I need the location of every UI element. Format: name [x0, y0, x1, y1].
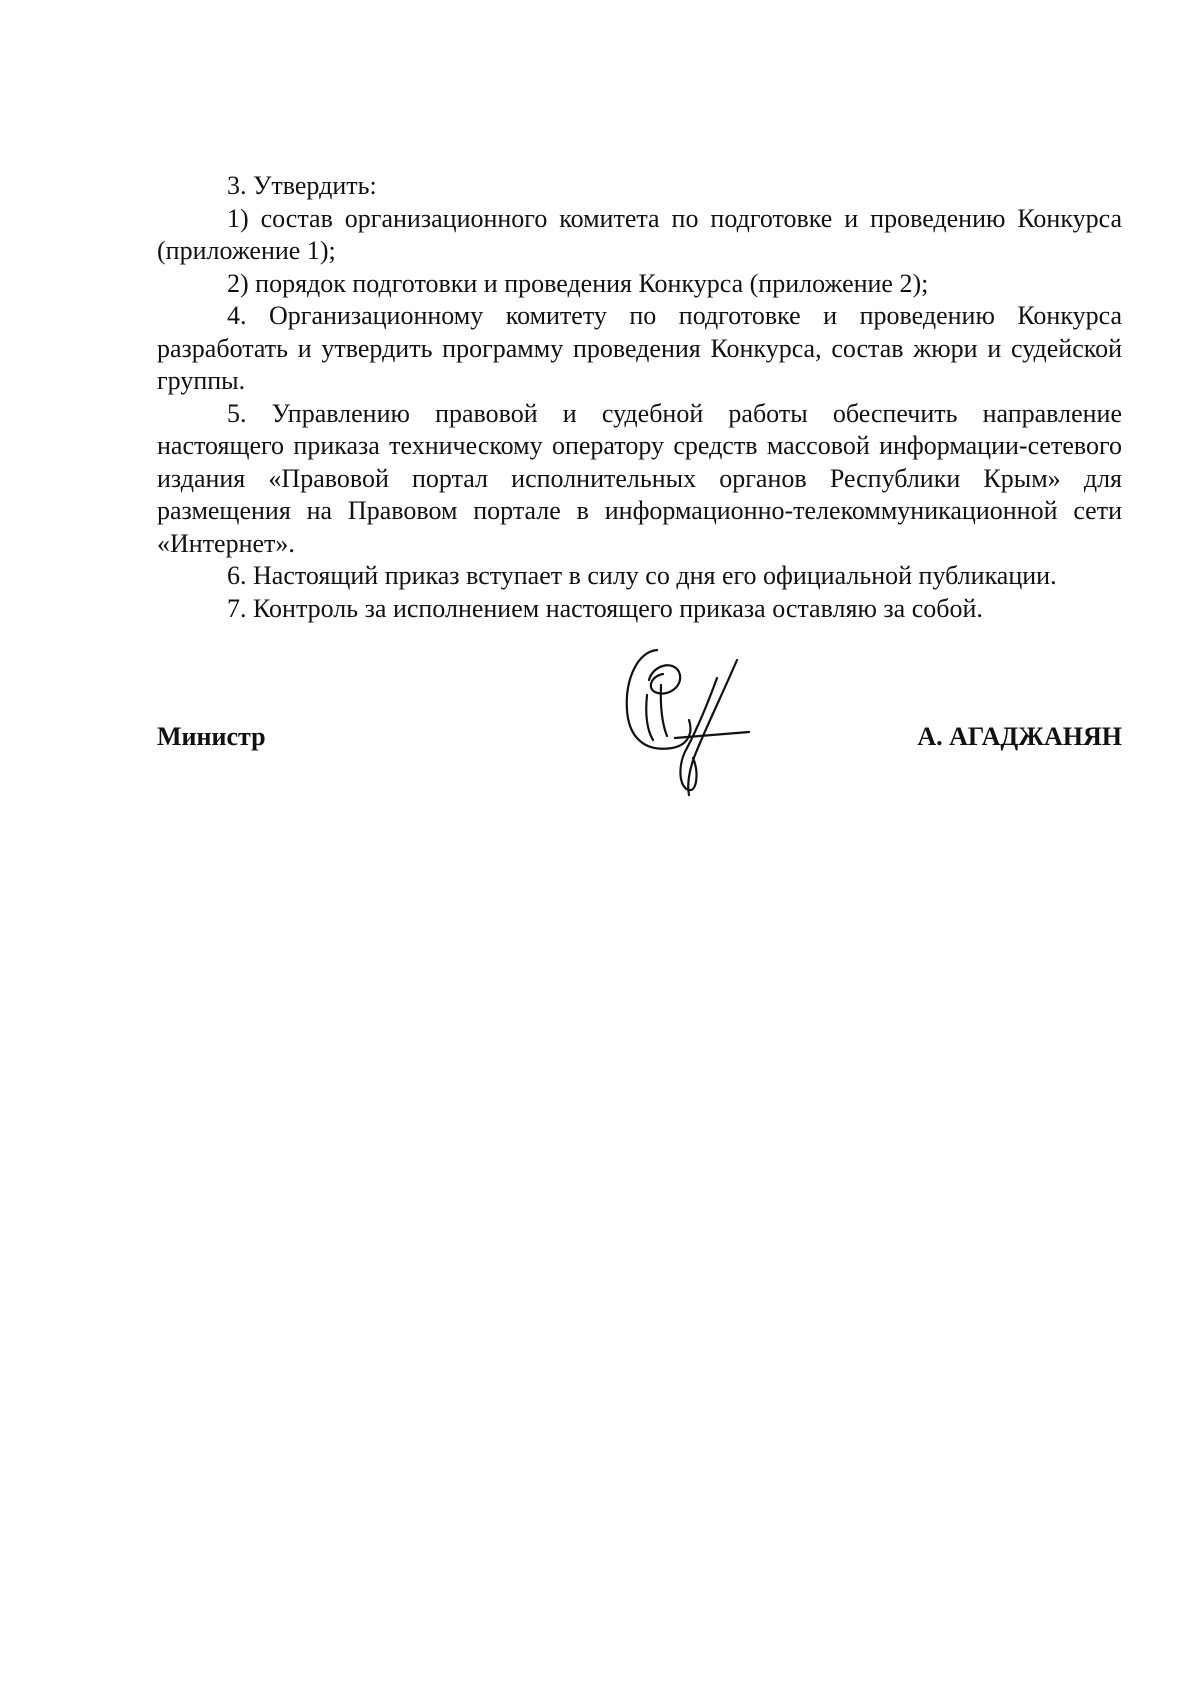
signer-name: А. АГАДЖАНЯН: [917, 722, 1122, 751]
paragraph-approve: 3. Утвердить:: [227, 171, 377, 200]
document-body: [157, 170, 1122, 625]
signature-block: [157, 640, 1122, 800]
paragraph-control: 7. Контроль за исполнением настоящего приказа оставляю за собой.: [227, 593, 983, 623]
paragraph-procedure: 2) порядок подготовки и проведения Конкурса (приложение 2);: [227, 268, 929, 298]
paragraph-organizing-committee: 1) состав организационного комитета по подготовке и проведению Конкурса (приложение 1);: [157, 203, 1122, 265]
paragraph-entry-into-force: 6. Настоящий приказ вступает в силу со дня его официальной публикации.: [227, 561, 1057, 590]
handwritten-signature-icon: [617, 640, 757, 800]
paragraph-program-development: 4. Организационному комитету по подготовке и проведению Конкурса разработать и утвердить программу проведения Конкурса, состав жюри и судейской группы.: [157, 301, 1122, 395]
signer-position: Министр: [157, 722, 266, 751]
paragraph-publication-direction: 5. Управлению правовой и судебной работы обеспечить направление настоящего приказа техническому оператору средств массовой информации-сетевого издания «Правовой портал исполнительных органов Республики Крым» для размещения на Правовом портале в информационно-телекоммуникационной сети «Интернет».: [157, 398, 1122, 558]
